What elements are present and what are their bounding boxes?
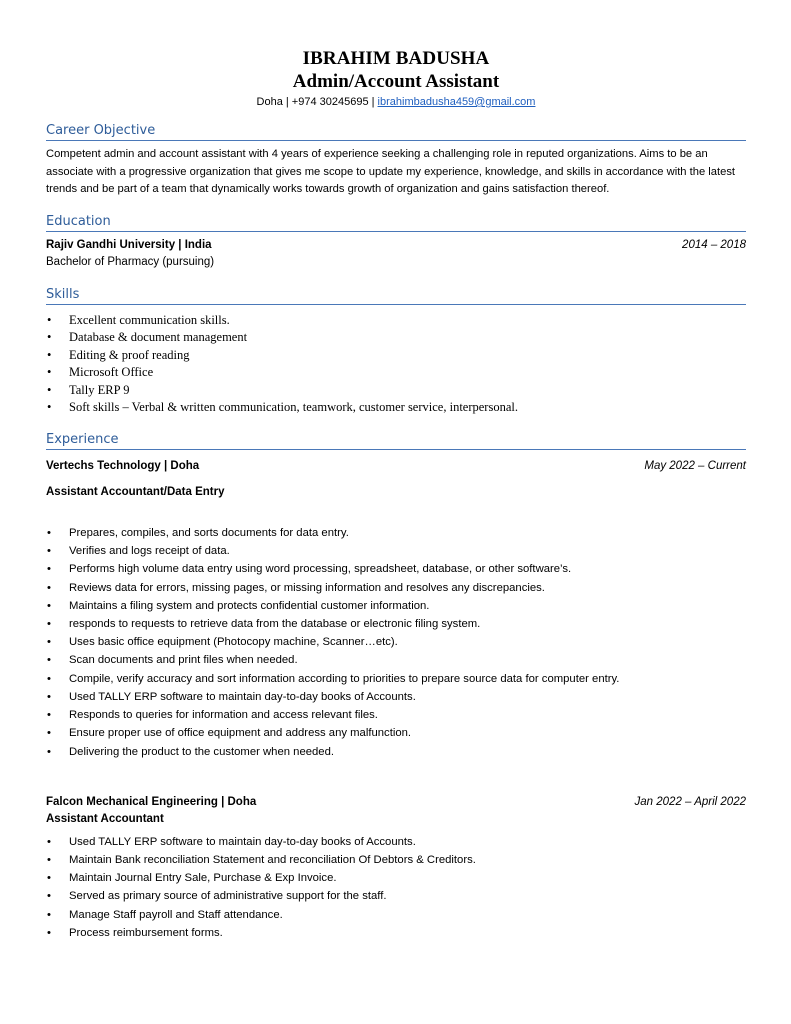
duty-item: • Verifies and logs receipt of data. [46, 542, 746, 560]
duty-item: • Maintains a filing system and protects confidential customer information. [46, 597, 746, 615]
career-objective-heading: Career Objective [46, 122, 746, 141]
skill-item: • Editing & proof reading [46, 347, 746, 365]
duty-item: • Maintain Bank reconciliation Statement and reconciliation Of Debtors & Creditors. [46, 851, 746, 869]
job-header-row [46, 794, 746, 811]
duty-item: • Reviews data for errors, missing pages, or missing information and resolves any discrepancies. [46, 579, 746, 597]
duty-item: • Prepares, compiles, and sorts documents for data entry. [46, 524, 746, 542]
duty-item: • Scan documents and print files when needed. [46, 651, 746, 669]
duty-item: • Ensure proper use of office equipment and address any malfunction. [46, 724, 746, 742]
duty-item: • Manage Staff payroll and Staff attendance. [46, 906, 746, 924]
skill-item: • Excellent communication skills. [46, 312, 746, 330]
education-institution: Rajiv Gandhi University | India [46, 238, 212, 251]
duty-item: • Used TALLY ERP software to maintain day-to-day books of Accounts. [46, 833, 746, 851]
duty-item: • Performs high volume data entry using word processing, spreadsheet, database, or other software’s. [46, 560, 746, 578]
duty-item: • Uses basic office equipment (Photocopy machine, Scanner…etc). [46, 633, 746, 651]
education-degree: Bachelor of Pharmacy (pursuing) [46, 255, 215, 268]
resume-header [46, 48, 746, 110]
job-company: Vertechs Technology | Doha [46, 460, 200, 473]
duty-item: • Process reimbursement forms. [46, 924, 746, 942]
duty-item: • responds to requests to retrieve data from the database or electronic filing system. [46, 615, 746, 633]
education-dates: 2014 – 2018 [682, 238, 746, 251]
job-dates: Jan 2022 – April 2022 [634, 795, 746, 808]
career-objective-text: Competent admin and account assistant with 4 years of experience seeking a challenging role in reputed organizations. Aims to be an associate with a progressive organization that gives me scope to update my experience, knowledge, and skills in accordance with the latest trends and be part of a team that dynamically works towards growth of organization and gains satisfaction thereof. [46, 148, 736, 195]
duty-item: • Delivering the product to the customer when needed. [46, 743, 746, 761]
education-heading: Education [46, 213, 746, 232]
job-role: Assistant Accountant/Data Entry [46, 486, 225, 499]
email-link[interactable]: ibrahimbadusha459@gmail.com [377, 96, 536, 108]
job-header-row [46, 458, 746, 475]
job-entry [46, 794, 746, 942]
skill-item: • Soft skills – Verbal & written communication, teamwork, customer service, interpersonal. [46, 399, 746, 417]
duty-item: • Compile, verify accuracy and sort information according to priorities to prepare source data for computer entry. [46, 670, 746, 688]
job-company: Falcon Mechanical Engineering | Doha [46, 795, 257, 808]
job-role: Assistant Accountant [46, 812, 164, 825]
skill-item: • Database & document management [46, 329, 746, 347]
skill-item: • Microsoft Office [46, 364, 746, 382]
candidate-name: IBRAHIM BADUSHA [302, 48, 490, 69]
skill-item: • Tally ERP 9 [46, 382, 746, 400]
candidate-title: Admin/Account Assistant [292, 71, 500, 92]
duty-item: • Responds to queries for information and access relevant files. [46, 706, 746, 724]
job-duties-list [46, 524, 746, 761]
skills-heading: Skills [46, 286, 746, 305]
skills-list [46, 312, 746, 418]
education-row [46, 237, 746, 254]
duty-item: • Maintain Journal Entry Sale, Purchase & Exp Invoice. [46, 869, 746, 887]
contact-details: Doha | +974 30245695 | [256, 96, 378, 108]
resume-page [46, 48, 746, 942]
experience-heading: Experience [46, 431, 746, 450]
job-duties-list [46, 833, 746, 942]
job-entry [46, 458, 746, 761]
contact-line [46, 94, 746, 110]
duty-item: • Used TALLY ERP software to maintain day-to-day books of Accounts. [46, 688, 746, 706]
job-dates: May 2022 – Current [644, 460, 746, 473]
duty-item: • Served as primary source of administrative support for the staff. [46, 887, 746, 905]
